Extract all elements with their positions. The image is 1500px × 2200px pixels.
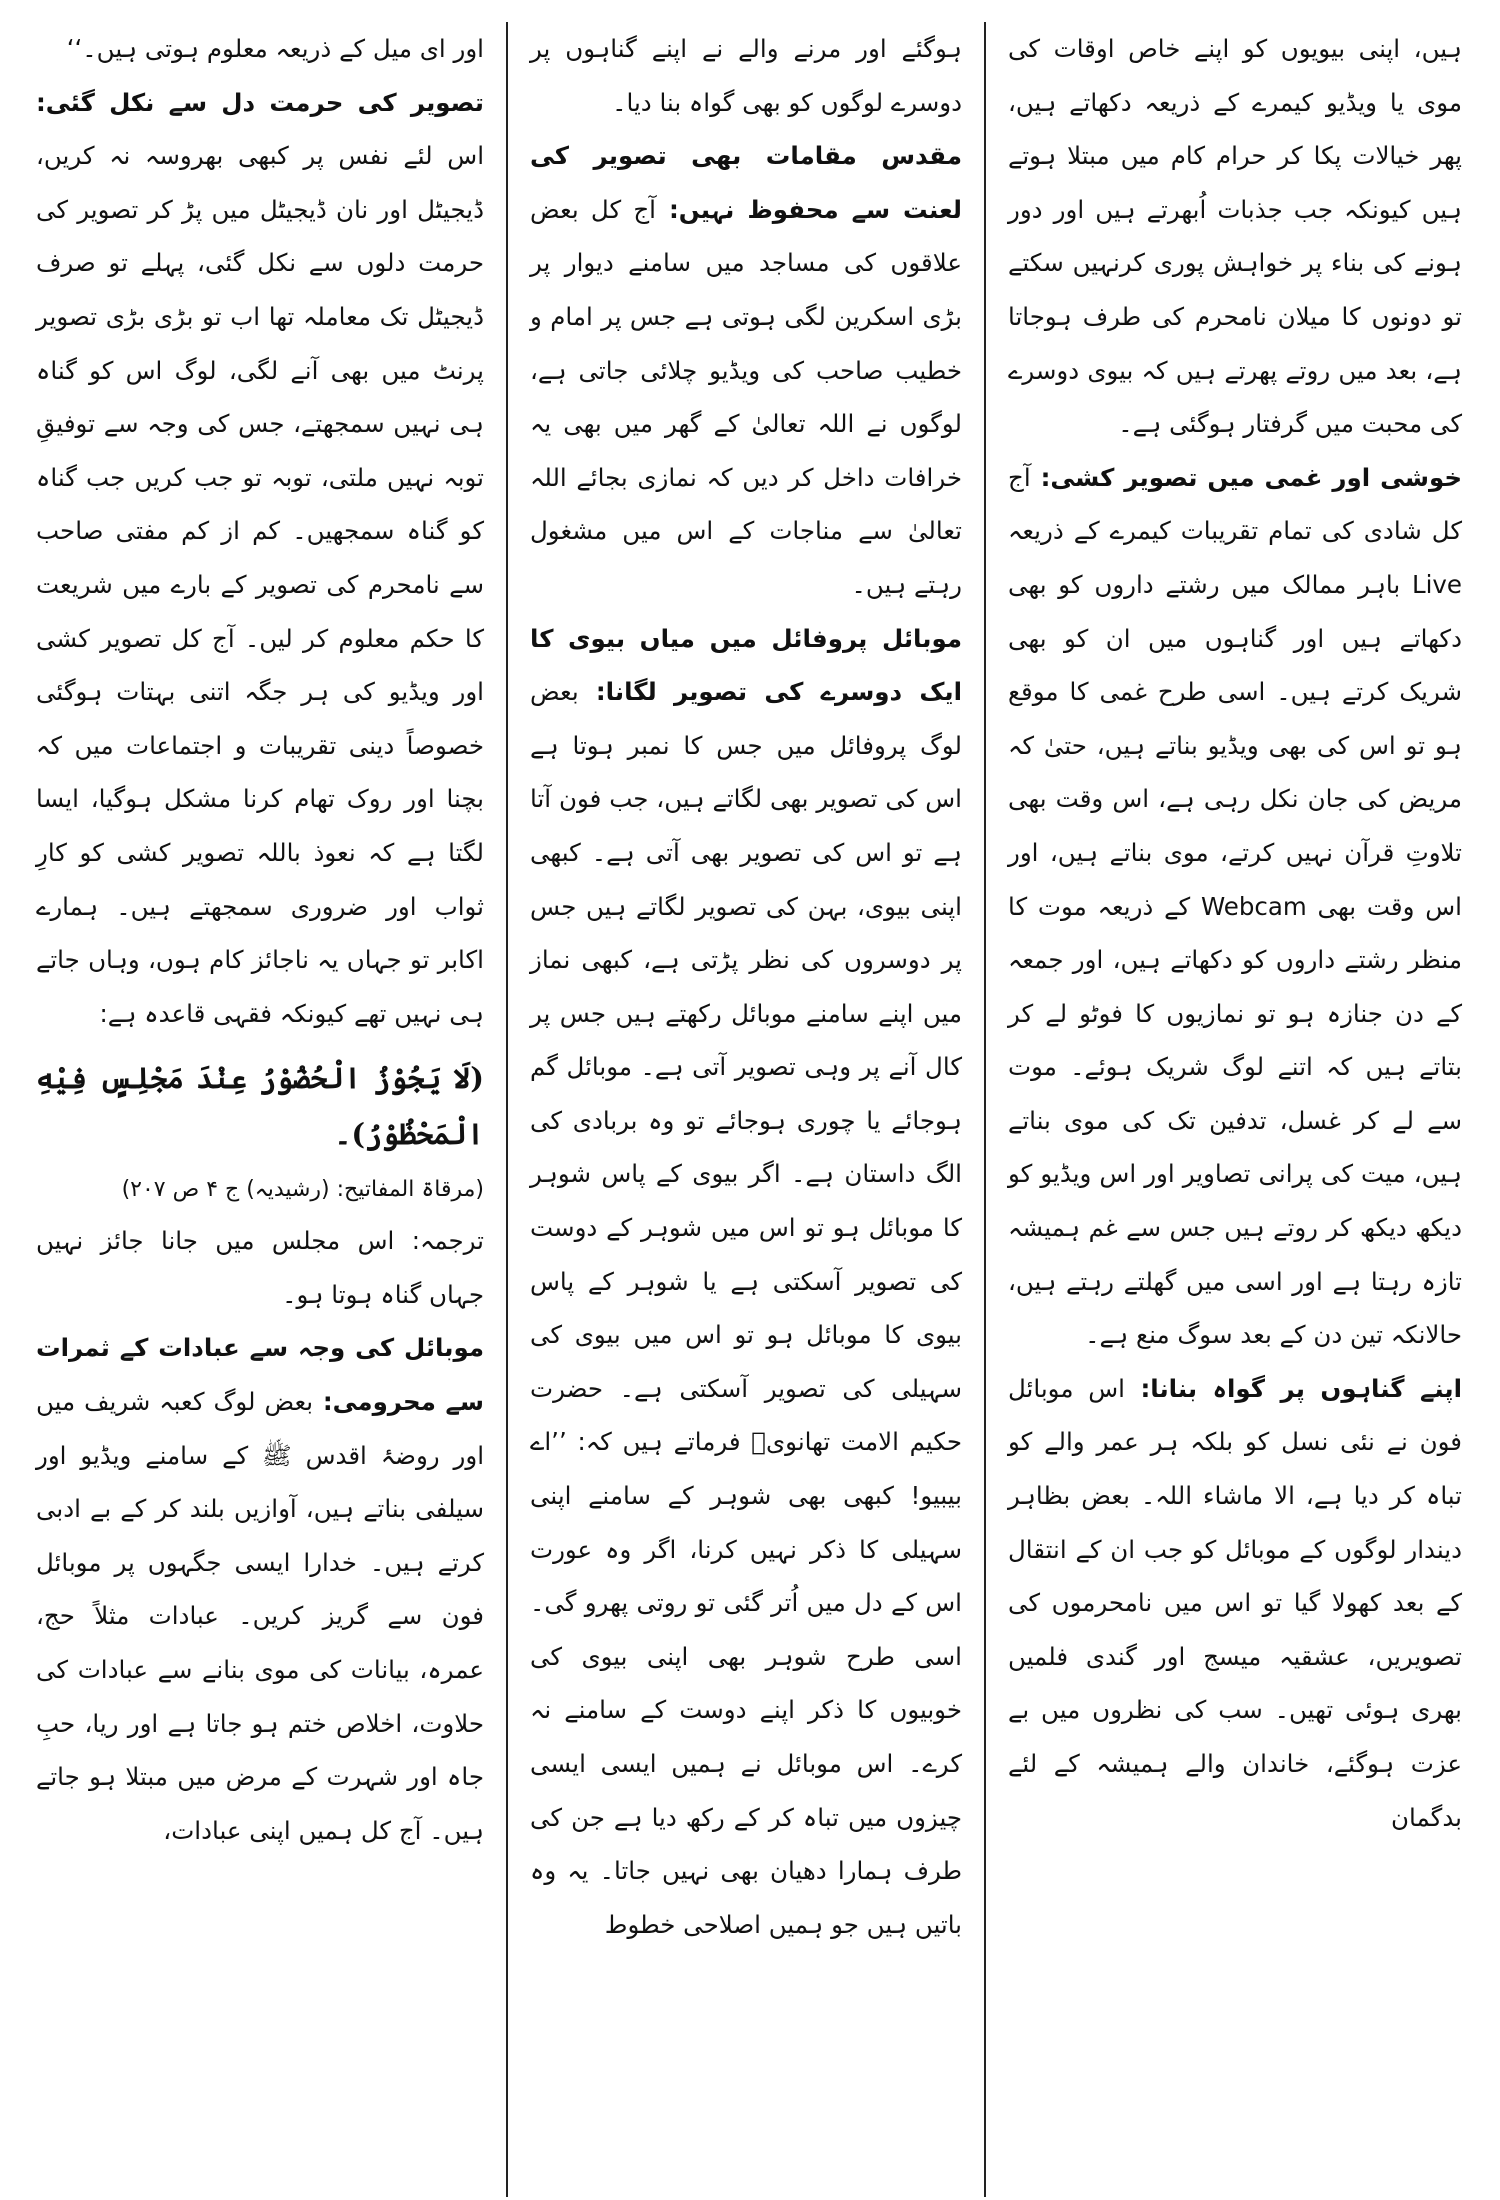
left-column xyxy=(26,22,506,2197)
paragraph: خوشی اور غمی میں تصویر کشی: آج کل شادی کی تمام تقریبات کیمرے کے ذریعہ Live باہر ممالک میں رشتے داروں کو بھی دکھاتے ہیں اور گناہوں میں ان کو بھی شریک کرتے ہیں۔ اسی طرح غمی کا موقع ہو تو اس کی بھی ویڈیو بناتے ہیں، حتیٰ کہ مریض کی جان نکل رہی ہے، اس وقت بھی تلاوتِ قرآن نہیں کرتے، موی بناتے ہیں، اور اس وقت بھی Webcam کے ذریعہ موت کا منظر رشتے داروں کو دکھاتے ہیں، اور جمعہ کے دن جنازہ ہو تو نمازیوں کا فوٹو لے کر بتاتے ہیں کہ اتنے لوگ شریک ہوئے۔ موت سے لے کر غسل، تدفین تک کی موی بناتے ہیں، میت کی پرانی تصاویر اور اس ویڈیو کو دیکھ دیکھ کر روتے ہیں جس سے غم ہمیشہ تازہ رہتا ہے اور اسی میں گھلتے رہتے ہیں، حالانکہ تین دن کے بعد سوگ منع ہے۔ xyxy=(1008,462,1462,1350)
paragraph: موبائل پروفائل میں میاں بیوی کا ایک دوسرے کی تصویر لگانا: بعض لوگ پروفائل میں جس کا نمبر ہوتا ہے اس کی تصویر بھی لگاتے ہیں، جب فون آتا ہے تو اس کی تصویر بھی آتی ہے۔ کبھی اپنی بیوی، بہن کی تصویر لگاتے ہیں جس پر دوسروں کی نظر پڑتی ہے، کبھی نماز میں اپنے سامنے موبائل رکھتے ہیں جس پر کال آنے پر وہی تصویر آتی ہے۔ موبائل گم ہوجائے یا چوری ہوجائے تو وہ بربادی کی الگ داستان ہے۔ اگر بیوی کے پاس شوہر کا موبائل ہو تو اس میں شوہر کے دوست کی تصویر آسکتی ہے یا شوہر کے پاس بیوی کا موبائل ہو تو اس میں بیوی کی سہیلی کی تصویر آسکتی ہے۔ حضرت حکیم الامت تھانویؒ فرماتے ہیں کہ: ’’اے بیبیو! کبھی بھی شوہر کے سامنے اپنی سہیلی کا ذکر نہیں کرنا، اگر وہ عورت اس کے دل میں اُتر گئی تو روتی پھرو گی۔ اسی طرح شوہر بھی اپنی بیوی کی خوبیوں کا ذکر اپنے دوست کے سامنے نہ کرے۔ اس موبائل نے ہمیں ایسی ایسی چیزوں میں تباہ کر کے رکھ دیا ہے جن کی طرف ہمارا دھیان بھی نہیں جاتا۔ یہ وہ باتیں ہیں جو ہمیں اصلاحی خطوط xyxy=(530,623,962,1939)
paragraph: ہیں، اپنی بیویوں کو اپنے خاص اوقات کی موی یا ویڈیو کیمرے کے ذریعہ دکھاتے ہیں، پھر خیالات پکا کر حرام کام میں مبتلا ہوتے ہیں کیونکہ جب جذبات اُبھرتے ہیں اور دور ہونے کی بناء پر خواہش پوری کرنہیں سکتے تو دونوں کا میلان نامحرم کی طرف ہوجاتا ہے، بعد میں روتے پھرتے ہیں کہ بیوی دوسرے کی محبت میں گرفتار ہوگئی ہے۔ xyxy=(1008,34,1462,439)
middle-column xyxy=(506,22,984,2197)
translation: ترجمہ: اس مجلس میں جانا جائز نہیں جہاں گناہ ہوتا ہو۔ xyxy=(36,1226,484,1309)
paragraph: ہوگئے اور مرنے والے نے اپنے گناہوں پر دوسرے لوگوں کو بھی گواہ بنا دیا۔ xyxy=(530,34,962,117)
reference-citation: (مرقاۃ المفاتیح: (رشیدیہ) ج ۴ ص ۲۰۷) xyxy=(121,1177,484,1203)
section-heading: موبائل کی وجہ سے عبادات کے ثمرات سے محرومی: xyxy=(36,1333,484,1417)
section-heading: خوشی اور غمی میں تصویر کشی: xyxy=(1030,462,1462,492)
right-column xyxy=(984,22,1474,2197)
section-heading: تصویر کی حرمت دل سے نکل گئی: xyxy=(36,87,484,117)
paragraph: تصویر کی حرمت دل سے نکل گئی: اس لئے نفس پر کبھی بھروسہ نہ کریں، ڈیجیٹل اور نان ڈیجیٹل میں پڑ کر تصویر کی حرمت دلوں سے نکل گئی، پہلے تو صرف ڈیجیٹل تک معاملہ تھا اب تو بڑی بڑی تصویر پرنٹ میں بھی آنے لگی، لوگ اس کو گناہ ہی نہیں سمجھتے، جس کی وجہ سے توفیقِ توبہ نہیں ملتی، توبہ تو جب کریں جب گناہ کو گناہ سمجھیں۔ کم از کم مفتی صاحب سے نامحرم کی تصویر کے بارے میں شریعت کا حکم معلوم کر لیں۔ آج کل تصویر کشی اور ویڈیو کی ہر جگہ اتنی بہتات ہوگئی خصوصاً دینی تقریبات و اجتماعات میں کہ بچنا اور روک تھام کرنا مشکل ہوگیا، ایسا لگتا ہے کہ نعوذ باللہ تصویر کشی کو کارِ ثواب اور ضروری سمجھتے ہیں۔ ہمارے اکابر تو جہاں یہ ناجائز کام ہوں، وہاں جاتے ہی نہیں تھے کیونکہ فقہی قاعدہ ہے: xyxy=(36,87,484,1028)
section-heading: مقدس مقامات بھی تصویر کی لعنت سے محفوظ نہیں: xyxy=(530,141,962,224)
arabic-quote: (لَا یَجُوْزُ الْحُضُوْرُ عِنْدَ مَجْلِسٍ فِیْهِ الْمَحْظُوْرُ)۔ xyxy=(36,1061,484,1152)
paragraph: اپنے گناہوں پر گواہ بنانا: اس موبائل فون نے نئی نسل کو بلکہ ہر عمر والے کو تباہ کر دیا ہے، الا ماشاء اللہ۔ بعض بظاہر دیندار لوگوں کے موبائل کو جب ان کے انتقال کے بعد کھولا گیا تو اس میں نامحرموں کی تصویریں، عشقیہ میسج اور گندی فلمیں بھری ہوئی تھیں۔ سب کی نظروں میں بے عزت ہوگئے، خاندان والے ہمیشہ کے لئے بدگمان xyxy=(1008,1373,1462,1832)
paragraph: مقدس مقامات بھی تصویر کی لعنت سے محفوظ نہیں: آج کل بعض علاقوں کی مساجد میں سامنے دیوار پر بڑی اسکرین لگی ہوتی ہے جس پر امام و خطیب صاحب کی ویڈیو چلائی جاتی ہے، لوگوں نے اللہ تعالیٰ کے گھر میں بھی یہ خرافات داخل کر دیں کہ نمازی بجائے اللہ تعالیٰ سے مناجات کے اس میں مشغول رہتے ہیں۔ xyxy=(530,141,962,599)
paragraph: موبائل کی وجہ سے عبادات کے ثمرات سے محرومی: بعض لوگ کعبہ شریف میں اور روضۂ اقدس ﷺ کے سامنے ویڈیو اور سیلفی بناتے ہیں، آوازیں بلند کر کے بے ادبی کرتے ہیں۔ خدارا ایسی جگہوں پر موبائل فون سے گریز کریں۔ عبادات مثلاً حج، عمرہ، بیانات کی موی بنانے سے عبادات کی حلاوت، اخلاص ختم ہو جاتا ہے اور ریا، حبِ جاہ اور شہرت کے مرض میں مبتلا ہو جاتے ہیں۔ آج کل ہمیں اپنی عبادات، xyxy=(36,1333,484,1845)
section-heading: موبائل پروفائل میں میاں بیوی کا ایک دوسرے کی تصویر لگانا: xyxy=(530,623,962,707)
paragraph: اور ای میل کے ذریعہ معلوم ہوتی ہیں۔‘‘ xyxy=(66,34,484,63)
section-heading: اپنے گناہوں پر گواہ بنانا: xyxy=(1124,1373,1462,1403)
